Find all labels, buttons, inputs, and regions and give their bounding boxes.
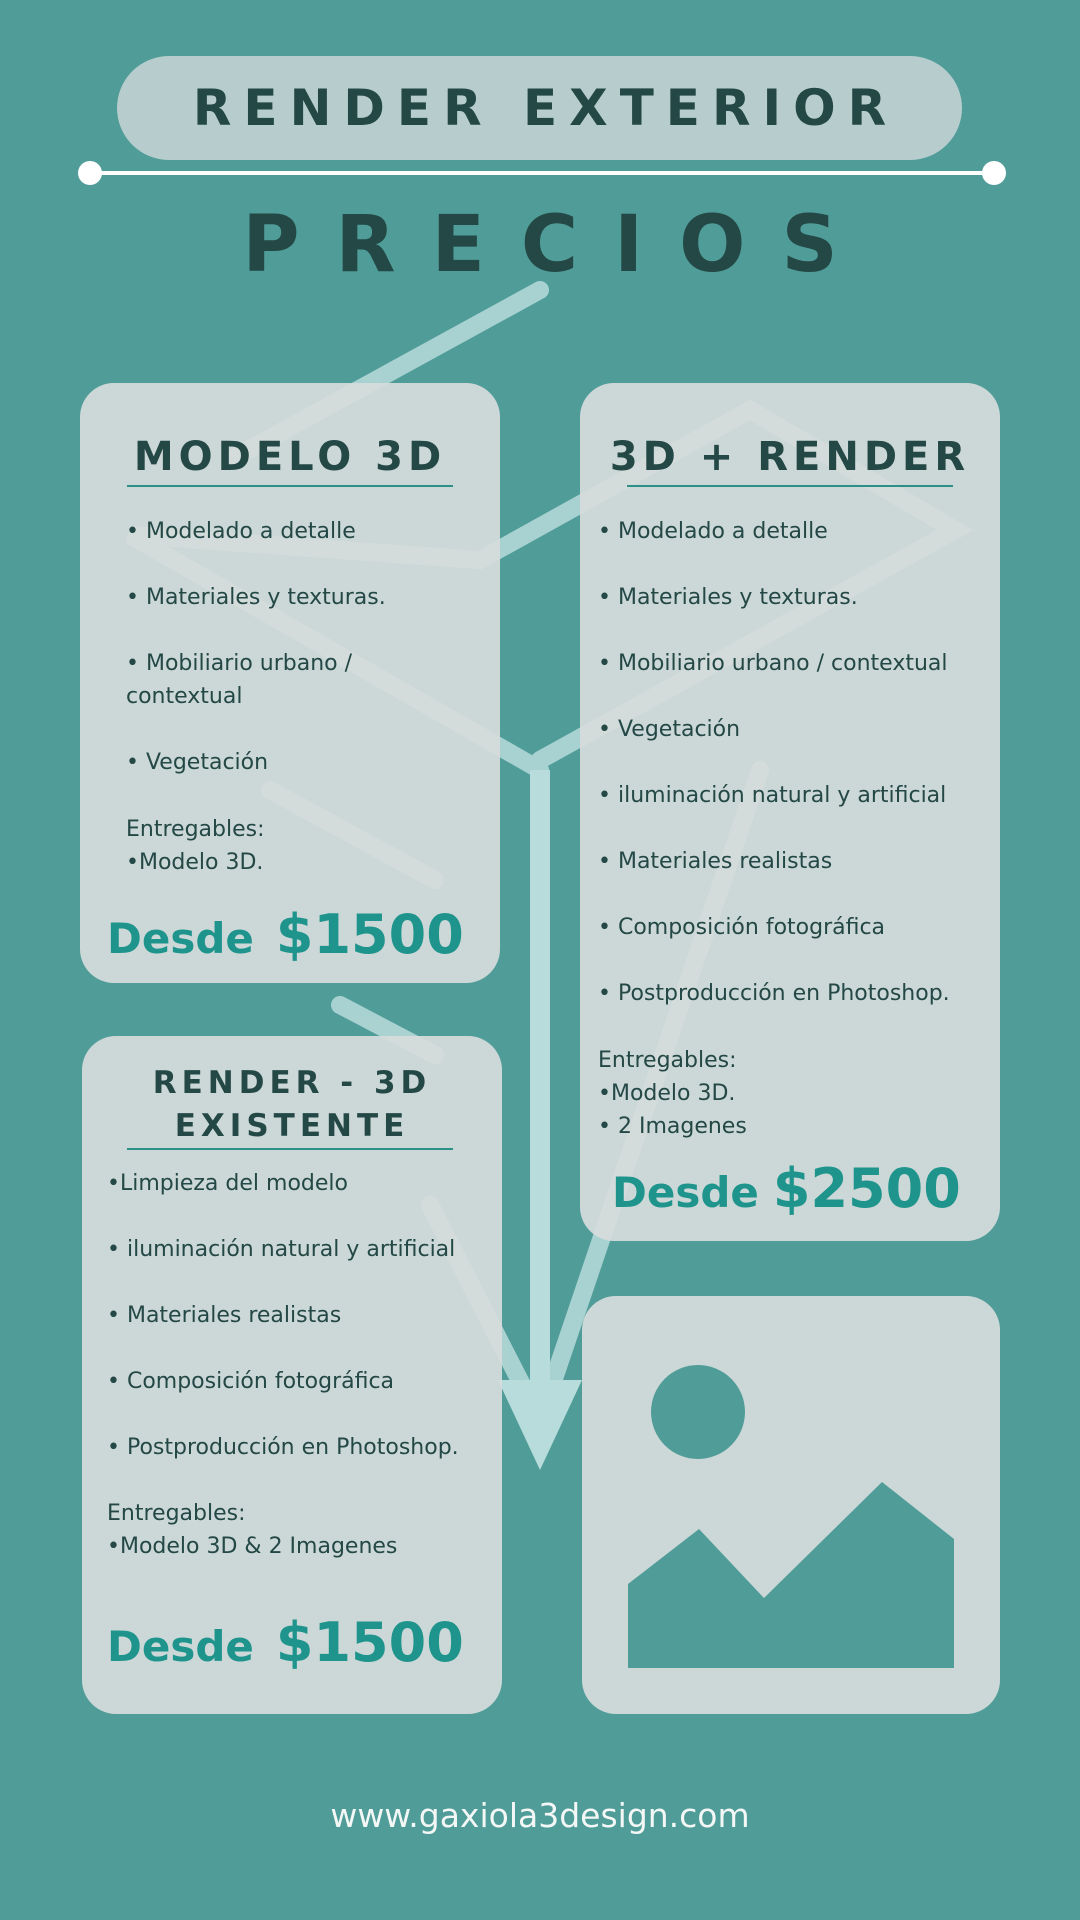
feature-list [126, 515, 386, 779]
divider-left-dot [78, 161, 102, 185]
price-amount: $2500 [772, 1157, 961, 1220]
list-item: • Materiales realistas [598, 849, 833, 874]
deliverable-item: • 2 Imagenes [598, 1114, 747, 1139]
list-item: • Composición fotográfica [107, 1369, 395, 1394]
list-item: • Modelado a detalle [598, 519, 828, 544]
list-item: • Materiales y texturas. [126, 585, 386, 610]
card-title: MODELO 3D [133, 434, 447, 480]
list-item: • Materiales realistas [107, 1303, 342, 1328]
page-heading: PRECIOS [242, 200, 874, 290]
list-item: • Vegetación [598, 717, 741, 742]
deliverable-item: •Modelo 3D & 2 Imagenes [107, 1534, 398, 1559]
card-title-underline [127, 1148, 453, 1150]
card-title-underline [627, 485, 953, 487]
image-placeholder-icon [582, 1296, 1000, 1714]
deliverable-item: •Modelo 3D. [126, 850, 264, 875]
deliverable-item: •Modelo 3D. [598, 1081, 736, 1106]
title-pill [117, 56, 962, 160]
deliverables-label: Entregables: [107, 1501, 246, 1526]
price [107, 1611, 464, 1674]
feature-list [598, 515, 950, 1010]
price-prefix: Desde [612, 1168, 759, 1217]
price-prefix: Desde [107, 1622, 254, 1671]
list-item: • Mobiliario urbano / [126, 651, 353, 676]
list-item: • Composición fotográfica [598, 915, 886, 940]
price [612, 1157, 961, 1220]
card-modelo-3d [80, 383, 500, 983]
card-title-line1: RENDER - 3D [152, 1065, 432, 1101]
list-item: • Mobiliario urbano / contextual [598, 651, 948, 676]
title-divider-line [90, 171, 994, 175]
list-item: • Postproducción en Photoshop. [107, 1435, 459, 1460]
list-item: • Materiales y texturas. [598, 585, 858, 610]
price-prefix: Desde [107, 914, 254, 963]
list-item: • Modelado a detalle [126, 519, 356, 544]
list-item: •Limpieza del modelo [107, 1171, 348, 1196]
card-title-underline [127, 485, 453, 487]
card-render-3d-existente [82, 1036, 502, 1714]
list-item: contextual [126, 684, 243, 709]
page-title: RENDER EXTERIOR [192, 79, 899, 137]
deliverables-label: Entregables: [598, 1048, 737, 1073]
deliverables-label: Entregables: [126, 817, 265, 842]
feature-list [107, 1167, 459, 1464]
price-amount: $1500 [275, 903, 464, 966]
price [107, 903, 464, 966]
image-placeholder [582, 1296, 1000, 1714]
card-title-line2: EXISTENTE [174, 1108, 410, 1144]
list-item: • iluminación natural y artificial [107, 1237, 456, 1262]
price-amount: $1500 [275, 1611, 464, 1674]
list-item: • Postproducción en Photoshop. [598, 981, 950, 1006]
card-3d-render [580, 383, 1000, 1241]
list-item: • iluminación natural y artificial [598, 783, 947, 808]
list-item: • Vegetación [126, 750, 269, 775]
card-title: 3D + RENDER [609, 434, 971, 480]
divider-right-dot [982, 161, 1006, 185]
website-url[interactable]: www.gaxiola3design.com [330, 1796, 750, 1835]
